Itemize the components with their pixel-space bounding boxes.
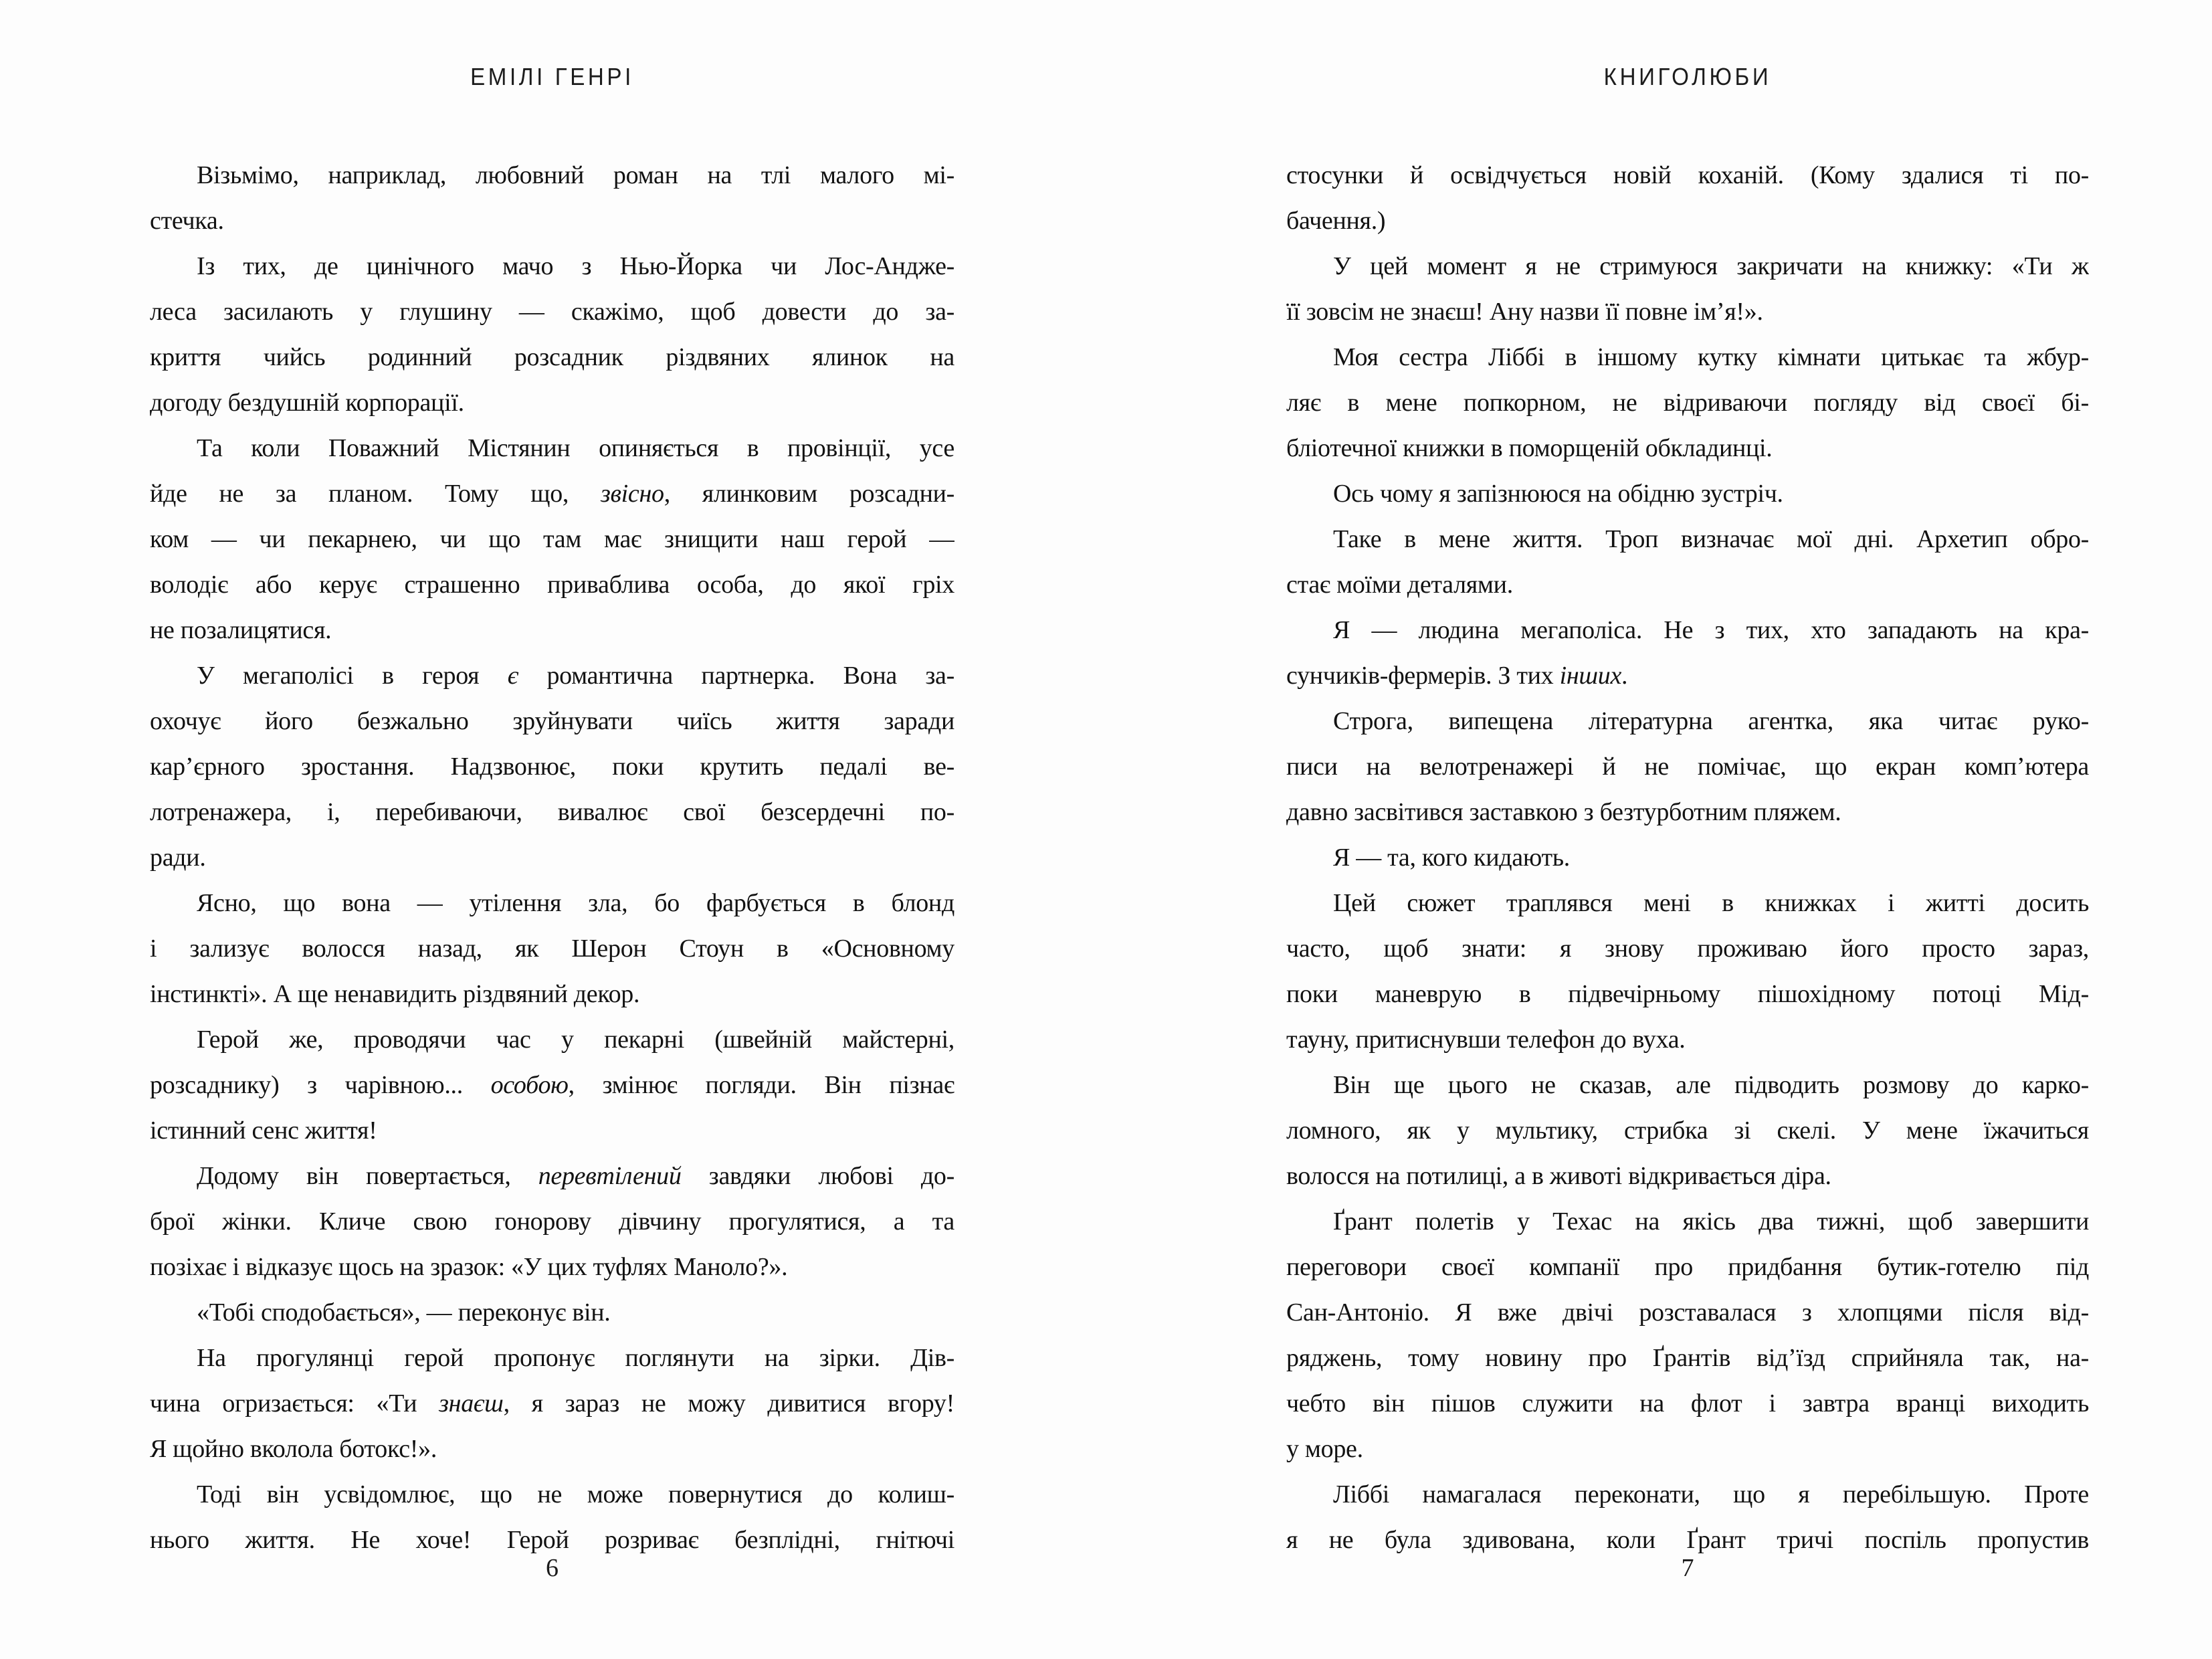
text-line: часто, щоб знати: я знову проживаю його просто зараз, [1286, 935, 2089, 963]
text-line: бліотечної книжки в поморщеній обкладинці. [1286, 434, 1773, 462]
left-page-text [150, 153, 954, 1563]
running-head-author: ЕМІЛІ ГЕНРІ [470, 63, 634, 90]
text-line: поки маневрую в підвечірньому пішохідному потоці Мід- [1286, 980, 2089, 1008]
text-line: писи на велотренажері й не помічає, що екран комп’ютера [1286, 753, 2089, 781]
text-line: стає моїми деталями. [1286, 571, 1513, 599]
text-line: позіхає і відказує щось на зразок: «У цих туфлях Маноло?». [150, 1253, 788, 1281]
text-line: ляє в мене попкорном, не відриваючи погляду від своєї бі- [1286, 389, 2089, 417]
text-line: Він ще цього не сказав, але підводить розмову до карко- [1333, 1071, 2089, 1099]
text-line: брої жінки. Кличе свою гонорову дівчину прогулятися, а та [150, 1207, 954, 1236]
text-line: Ось чому я запізнююся на обідню зустріч. [1333, 480, 1783, 508]
text-line: тауну, притиснувши телефон до вуха. [1286, 1026, 1686, 1054]
text-line: істинний сенс життя! [150, 1116, 377, 1145]
text-line: давно засвітився заставкою з безтурботним пляжем. [1286, 798, 1841, 826]
page-number-left: 6 [546, 1554, 559, 1582]
text-line: я не була здивована, коли Ґрант тричі поспіль пропустив [1286, 1526, 2089, 1554]
text-line: У цей момент я не стримуюся закричати на книжку: «Ти ж [1333, 252, 2089, 280]
text-line: Я — та, кого кидають. [1333, 844, 1570, 872]
text-line: На прогулянці герой пропонує поглянути на зірки. Дів- [197, 1344, 954, 1372]
text-line: її зовсім не знаєш! Ану назви її повне ім’я!». [1286, 298, 1763, 326]
text-line: Я щойно вколола ботокс!». [150, 1435, 437, 1463]
text-line: волосся на потилиці, а в животі відкривається діра. [1286, 1162, 1831, 1190]
text-line: бачення.) [1286, 207, 1386, 235]
text-line: чебто він пішов служити на флот і завтра вранці виходить [1286, 1389, 2089, 1418]
text-line: стечка. [150, 207, 224, 235]
text-line: леса засилають у глушину — скажімо, щоб довести до за- [150, 298, 954, 326]
text-line: ком — чи пекарнею, чи що там має знищити наш герой — [150, 525, 954, 553]
text-line: Ліббі намагалася переконати, що я перебільшую. Проте [1333, 1480, 2089, 1508]
text-line: догоду бездушній корпорації. [150, 389, 464, 417]
text-line: Та коли Поважний Містянин опиняється в провінції, усе [197, 434, 954, 462]
text-line: чина огризається: «Ти знаєш, я зараз не можу дивитися вгору! [150, 1389, 954, 1418]
text-line: лотренажера, і, перебиваючи, вивалює свої безсердечні по- [150, 798, 954, 826]
text-line: Ґрант полетів у Техас на якісь два тижні, щоб завершити [1333, 1207, 2089, 1236]
text-line: Моя сестра Ліббі в іншому кутку кімнати цитькає та жбур- [1333, 343, 2089, 371]
text-line: стосунки й освідчується новій коханій. (Кому здалися ті по- [1286, 161, 2089, 189]
text-line: Сан-Антоніо. Я вже двічі розставалася з хлопцями після від- [1286, 1298, 2089, 1327]
text-line: кар’єрного зростання. Надзвонює, поки крутить педалі ве- [150, 753, 954, 781]
text-line: Герой же, проводячи час у пекарні (швейній майстерні, [197, 1026, 954, 1054]
text-line: володіє або керує страшенно приваблива особа, до якої гріх [150, 571, 954, 599]
text-line: Ясно, що вона — утілення зла, бо фарбується в блонд [197, 889, 954, 917]
text-line: сунчиків-фермерів. З тих інших. [1286, 662, 1628, 690]
text-line: Цей сюжет траплявся мені в книжках і житті досить [1333, 889, 2089, 917]
text-line: У мегаполісі в героя є романтична партнерка. Вона за- [197, 662, 954, 690]
text-line: «Тобі сподобається», — переконує він. [197, 1298, 611, 1327]
text-line: Таке в мене життя. Троп визначає мої дні. Архетип обро- [1333, 525, 2089, 553]
text-line: і зализує волосся назад, як Шерон Стоун в «Основному [150, 935, 954, 963]
text-line: йде не за планом. Тому що, звісно, ялинковим розсадни- [150, 480, 954, 508]
text-line: Я — людина мегаполіса. Не з тих, хто западають на кра- [1333, 616, 2089, 644]
text-line: Строга, випещена літературна агентка, яка читає руко- [1333, 707, 2089, 735]
text-line: Із тих, де цинічного мачо з Нью-Йорка чи Лос-Андже- [197, 252, 954, 280]
right-page-text [1286, 153, 2089, 1563]
text-line: ради. [150, 844, 206, 872]
page-number-right: 7 [1681, 1554, 1694, 1582]
text-line: інстинкті». А ще ненавидить різдвяний декор. [150, 980, 640, 1008]
text-line: переговори своєї компанії про придбання бутик-готелю під [1286, 1253, 2089, 1281]
text-line: Додому він повертається, перевтілений завдяки любові до- [197, 1162, 954, 1190]
text-line: охочує його безжально зруйнувати чиїсь життя заради [150, 707, 954, 735]
text-line: Тоді він усвідомлює, що не може повернутися до колиш- [197, 1480, 954, 1508]
text-line: криття чийсь родинний розсадник різдвяних ялинок на [150, 343, 954, 371]
text-line: розсаднику) з чарівною... особою, змінює погляди. Він пізнає [150, 1071, 954, 1099]
text-line: не позалицятися. [150, 616, 332, 644]
text-line: Візьмімо, наприклад, любовний роман на тлі малого мі- [197, 161, 954, 189]
running-head-title: КНИГОЛЮБИ [1603, 63, 1772, 90]
text-line: у море. [1286, 1435, 1363, 1463]
text-line: ряджень, тому новину про Ґрантів від’їзд сприйняла так, на- [1286, 1344, 2089, 1372]
text-line: нього життя. Не хоче! Герой розриває безплідні, гнітючі [150, 1526, 954, 1554]
text-line: ломного, як у мультику, стрибка зі скелі. У мене їжачиться [1286, 1116, 2089, 1145]
